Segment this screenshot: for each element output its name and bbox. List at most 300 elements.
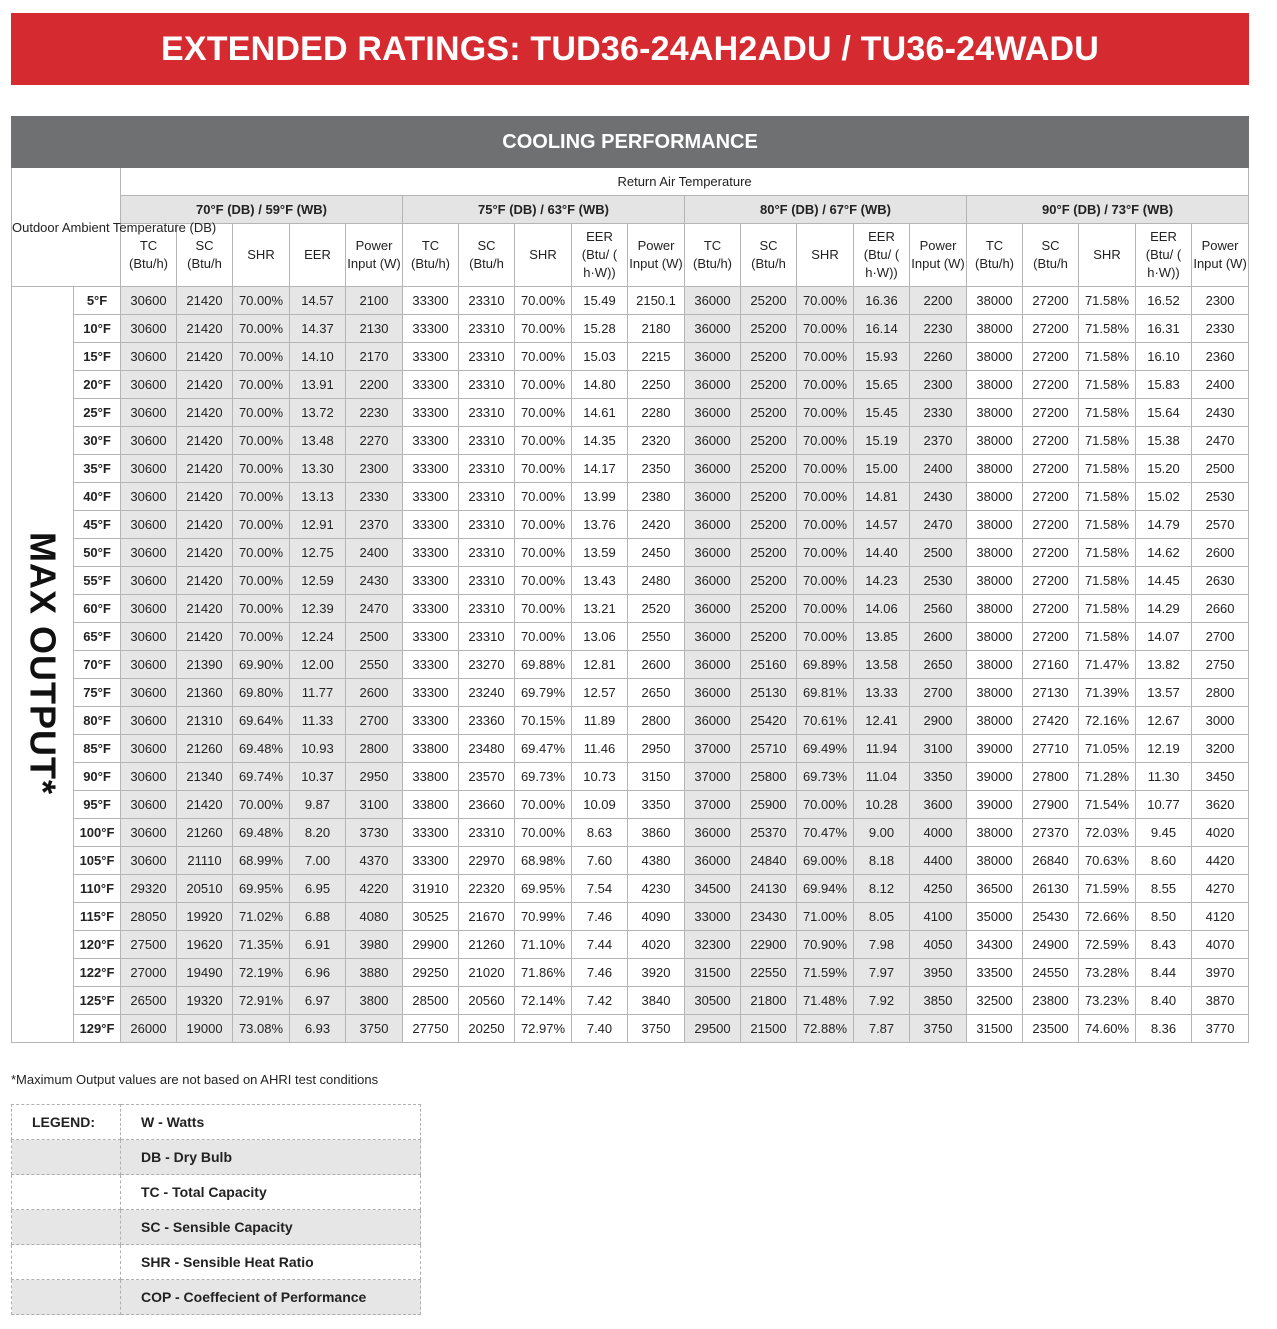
data-cell: 6.91: [290, 931, 346, 959]
metric-header-power: Power Input (W): [628, 224, 685, 287]
data-cell: 33300: [403, 427, 459, 455]
data-cell: 23310: [459, 483, 515, 511]
data-cell: 71.58%: [1079, 567, 1136, 595]
data-cell: 23660: [459, 791, 515, 819]
data-cell: 23310: [459, 371, 515, 399]
table-row: [12, 511, 1249, 539]
data-cell: 36000: [685, 847, 741, 875]
data-cell: 3950: [910, 959, 967, 987]
data-cell: 11.33: [290, 707, 346, 735]
data-cell: 70.63%: [1079, 847, 1136, 875]
data-cell: 27200: [1023, 315, 1079, 343]
data-cell: 22550: [741, 959, 797, 987]
data-cell: 8.44: [1136, 959, 1192, 987]
table-row: [12, 483, 1249, 511]
data-cell: 27200: [1023, 371, 1079, 399]
data-cell: 2600: [346, 679, 403, 707]
data-cell: 6.93: [290, 1015, 346, 1043]
data-cell: 23480: [459, 735, 515, 763]
data-cell: 70.00%: [515, 399, 572, 427]
data-cell: 2800: [346, 735, 403, 763]
data-cell: 11.30: [1136, 763, 1192, 791]
data-cell: 71.28%: [1079, 763, 1136, 791]
data-cell: 23360: [459, 707, 515, 735]
data-cell: 36000: [685, 819, 741, 847]
data-cell: 70.00%: [515, 819, 572, 847]
data-cell: 3750: [910, 1015, 967, 1043]
data-cell: 36000: [685, 287, 741, 315]
data-cell: 2250: [628, 371, 685, 399]
data-cell: 2470: [346, 595, 403, 623]
data-cell: 23310: [459, 343, 515, 371]
data-cell: 36000: [685, 455, 741, 483]
data-cell: 3970: [1192, 959, 1249, 987]
data-cell: 6.88: [290, 903, 346, 931]
data-cell: 23310: [459, 623, 515, 651]
data-cell: 38000: [967, 455, 1023, 483]
data-cell: 27200: [1023, 343, 1079, 371]
outdoor-temp-cell: 35°F: [74, 455, 121, 483]
data-cell: 7.54: [572, 875, 628, 903]
data-cell: 72.66%: [1079, 903, 1136, 931]
metric-header-eer: EER: [290, 224, 346, 287]
data-cell: 28050: [121, 903, 177, 931]
data-cell: 30600: [121, 455, 177, 483]
data-cell: 29500: [685, 1015, 741, 1043]
data-cell: 12.91: [290, 511, 346, 539]
data-cell: 33300: [403, 847, 459, 875]
data-cell: 38000: [967, 679, 1023, 707]
data-cell: 21420: [177, 343, 233, 371]
data-cell: 2400: [346, 539, 403, 567]
data-cell: 7.60: [572, 847, 628, 875]
data-cell: 21420: [177, 427, 233, 455]
outdoor-temp-cell: 5°F: [74, 287, 121, 315]
table-row: [12, 427, 1249, 455]
data-cell: 70.00%: [797, 791, 854, 819]
data-cell: 16.52: [1136, 287, 1192, 315]
data-cell: 15.93: [854, 343, 910, 371]
data-cell: 36000: [685, 595, 741, 623]
data-cell: 23270: [459, 651, 515, 679]
data-cell: 69.64%: [233, 707, 290, 735]
data-cell: 27130: [1023, 679, 1079, 707]
metric-header-tc: TC (Btu/h): [121, 224, 177, 287]
data-cell: 33300: [403, 343, 459, 371]
data-cell: 13.99: [572, 483, 628, 511]
data-cell: 70.00%: [515, 315, 572, 343]
data-cell: 33800: [403, 791, 459, 819]
data-cell: 30600: [121, 539, 177, 567]
data-cell: 69.89%: [797, 651, 854, 679]
data-cell: 14.29: [1136, 595, 1192, 623]
data-cell: 21500: [741, 1015, 797, 1043]
legend-spacer: [12, 1210, 121, 1245]
data-cell: 30600: [121, 847, 177, 875]
data-cell: 70.00%: [515, 343, 572, 371]
data-cell: 70.00%: [515, 511, 572, 539]
data-cell: 33300: [403, 707, 459, 735]
outdoor-temp-cell: 70°F: [74, 651, 121, 679]
table-row: [12, 735, 1249, 763]
data-cell: 69.95%: [515, 875, 572, 903]
data-cell: 7.40: [572, 1015, 628, 1043]
data-cell: 71.58%: [1079, 287, 1136, 315]
data-cell: 36000: [685, 343, 741, 371]
data-cell: 27200: [1023, 427, 1079, 455]
data-cell: 26500: [121, 987, 177, 1015]
data-cell: 23310: [459, 567, 515, 595]
data-cell: 34300: [967, 931, 1023, 959]
data-cell: 27370: [1023, 819, 1079, 847]
table-row: [12, 931, 1249, 959]
data-cell: 71.48%: [797, 987, 854, 1015]
data-cell: 2950: [346, 763, 403, 791]
data-cell: 37000: [685, 791, 741, 819]
data-cell: 31910: [403, 875, 459, 903]
data-cell: 27200: [1023, 511, 1079, 539]
outdoor-temp-cell: 110°F: [74, 875, 121, 903]
data-cell: 69.79%: [515, 679, 572, 707]
data-cell: 19620: [177, 931, 233, 959]
data-cell: 8.40: [1136, 987, 1192, 1015]
data-cell: 71.58%: [1079, 455, 1136, 483]
outdoor-temp-cell: 125°F: [74, 987, 121, 1015]
data-cell: 2300: [1192, 287, 1249, 315]
data-cell: 13.48: [290, 427, 346, 455]
data-cell: 8.12: [854, 875, 910, 903]
data-cell: 23310: [459, 511, 515, 539]
data-cell: 71.58%: [1079, 623, 1136, 651]
data-cell: 3620: [1192, 791, 1249, 819]
data-cell: 4220: [346, 875, 403, 903]
data-cell: 15.64: [1136, 399, 1192, 427]
data-cell: 2520: [628, 595, 685, 623]
page-title: EXTENDED RATINGS: TUD36-24AH2ADU / TU36-24WADU: [11, 13, 1249, 85]
data-cell: 3100: [346, 791, 403, 819]
data-cell: 15.45: [854, 399, 910, 427]
data-cell: 38000: [967, 399, 1023, 427]
data-cell: 71.58%: [1079, 315, 1136, 343]
data-cell: 4370: [346, 847, 403, 875]
data-cell: 2600: [628, 651, 685, 679]
data-cell: 25800: [741, 763, 797, 791]
data-cell: 4000: [910, 819, 967, 847]
data-cell: 30500: [685, 987, 741, 1015]
table-row: [12, 959, 1249, 987]
data-cell: 26130: [1023, 875, 1079, 903]
data-cell: 33300: [403, 679, 459, 707]
table-row: [12, 343, 1249, 371]
data-cell: 72.88%: [797, 1015, 854, 1043]
data-cell: 33300: [403, 455, 459, 483]
data-cell: 21310: [177, 707, 233, 735]
data-cell: 2230: [910, 315, 967, 343]
data-cell: 33800: [403, 735, 459, 763]
data-cell: 70.00%: [797, 511, 854, 539]
data-cell: 20560: [459, 987, 515, 1015]
data-cell: 28500: [403, 987, 459, 1015]
outdoor-temp-cell: 30°F: [74, 427, 121, 455]
data-cell: 7.42: [572, 987, 628, 1015]
data-cell: 72.16%: [1079, 707, 1136, 735]
metric-header-sc: SC (Btu/h: [1023, 224, 1079, 287]
data-cell: 33300: [403, 399, 459, 427]
data-cell: 16.36: [854, 287, 910, 315]
data-cell: 30600: [121, 595, 177, 623]
data-cell: 8.43: [1136, 931, 1192, 959]
data-cell: 2600: [1192, 539, 1249, 567]
data-cell: 2560: [910, 595, 967, 623]
data-cell: 13.06: [572, 623, 628, 651]
data-cell: 2600: [910, 623, 967, 651]
data-cell: 22970: [459, 847, 515, 875]
data-cell: 25130: [741, 679, 797, 707]
data-cell: 3150: [628, 763, 685, 791]
data-cell: 27800: [1023, 763, 1079, 791]
data-cell: 15.38: [1136, 427, 1192, 455]
data-cell: 70.00%: [233, 567, 290, 595]
data-cell: 3350: [910, 763, 967, 791]
data-cell: 68.99%: [233, 847, 290, 875]
data-cell: 2430: [346, 567, 403, 595]
outdoor-temp-cell: 85°F: [74, 735, 121, 763]
data-cell: 12.57: [572, 679, 628, 707]
data-cell: 2150.1: [628, 287, 685, 315]
data-cell: 3000: [1192, 707, 1249, 735]
data-cell: 4380: [628, 847, 685, 875]
data-cell: 70.00%: [233, 371, 290, 399]
data-cell: 71.35%: [233, 931, 290, 959]
data-cell: 14.23: [854, 567, 910, 595]
data-cell: 3770: [1192, 1015, 1249, 1043]
data-cell: 33800: [403, 763, 459, 791]
data-cell: 2630: [1192, 567, 1249, 595]
data-cell: 36000: [685, 623, 741, 651]
data-cell: 13.30: [290, 455, 346, 483]
data-cell: 10.28: [854, 791, 910, 819]
data-cell: 70.99%: [515, 903, 572, 931]
max-output-text: MAX OUTPUT*: [22, 531, 64, 795]
data-cell: 21340: [177, 763, 233, 791]
data-cell: 24840: [741, 847, 797, 875]
data-cell: 21420: [177, 511, 233, 539]
data-cell: 14.10: [290, 343, 346, 371]
data-cell: 74.60%: [1079, 1015, 1136, 1043]
data-cell: 13.43: [572, 567, 628, 595]
data-cell: 8.20: [290, 819, 346, 847]
data-cell: 26000: [121, 1015, 177, 1043]
metric-header-sc: SC (Btu/h: [177, 224, 233, 287]
data-cell: 21260: [177, 735, 233, 763]
data-cell: 69.80%: [233, 679, 290, 707]
data-cell: 70.00%: [233, 791, 290, 819]
data-cell: 71.58%: [1079, 511, 1136, 539]
data-cell: 2470: [1192, 427, 1249, 455]
table-row: [12, 847, 1249, 875]
data-cell: 8.63: [572, 819, 628, 847]
data-cell: 11.46: [572, 735, 628, 763]
data-cell: 70.00%: [515, 483, 572, 511]
data-cell: 13.33: [854, 679, 910, 707]
data-cell: 69.00%: [797, 847, 854, 875]
data-cell: 70.00%: [797, 371, 854, 399]
data-cell: 8.05: [854, 903, 910, 931]
data-cell: 71.59%: [797, 959, 854, 987]
data-cell: 70.90%: [797, 931, 854, 959]
data-cell: 36000: [685, 427, 741, 455]
data-cell: 38000: [967, 343, 1023, 371]
data-cell: 4020: [1192, 819, 1249, 847]
legend-label: LEGEND:: [12, 1105, 121, 1140]
data-cell: 72.97%: [515, 1015, 572, 1043]
data-cell: 3750: [346, 1015, 403, 1043]
data-cell: 2215: [628, 343, 685, 371]
data-cell: 15.02: [1136, 483, 1192, 511]
data-cell: 70.00%: [515, 287, 572, 315]
data-cell: 36000: [685, 539, 741, 567]
data-cell: 71.10%: [515, 931, 572, 959]
data-cell: 3100: [910, 735, 967, 763]
data-cell: 36000: [685, 707, 741, 735]
outdoor-temp-cell: 95°F: [74, 791, 121, 819]
data-cell: 3800: [346, 987, 403, 1015]
data-cell: 2230: [346, 399, 403, 427]
data-cell: 11.77: [290, 679, 346, 707]
data-cell: 70.00%: [515, 427, 572, 455]
data-cell: 21420: [177, 315, 233, 343]
data-cell: 23570: [459, 763, 515, 791]
data-cell: 38000: [967, 567, 1023, 595]
data-cell: 2300: [346, 455, 403, 483]
data-cell: 25200: [741, 455, 797, 483]
outdoor-temp-cell: 122°F: [74, 959, 121, 987]
data-cell: 23310: [459, 539, 515, 567]
data-cell: 6.95: [290, 875, 346, 903]
data-cell: 27200: [1023, 539, 1079, 567]
data-cell: 21420: [177, 455, 233, 483]
condition-header: 80°F (DB) / 67°F (WB): [685, 196, 967, 224]
table-row: [12, 875, 1249, 903]
data-cell: 35000: [967, 903, 1023, 931]
data-cell: 25200: [741, 427, 797, 455]
data-cell: 70.00%: [797, 287, 854, 315]
data-cell: 33300: [403, 623, 459, 651]
data-cell: 70.00%: [797, 427, 854, 455]
data-cell: 30600: [121, 343, 177, 371]
data-cell: 30600: [121, 399, 177, 427]
data-cell: 14.61: [572, 399, 628, 427]
data-cell: 15.65: [854, 371, 910, 399]
data-cell: 8.50: [1136, 903, 1192, 931]
data-cell: 37000: [685, 735, 741, 763]
data-cell: 3860: [628, 819, 685, 847]
data-cell: 13.76: [572, 511, 628, 539]
outdoor-temp-cell: 60°F: [74, 595, 121, 623]
data-cell: 2420: [628, 511, 685, 539]
data-cell: 25200: [741, 287, 797, 315]
data-cell: 27750: [403, 1015, 459, 1043]
data-cell: 71.05%: [1079, 735, 1136, 763]
data-cell: 71.58%: [1079, 343, 1136, 371]
metric-header-shr: SHR: [1079, 224, 1136, 287]
outdoor-temp-cell: 20°F: [74, 371, 121, 399]
data-cell: 26840: [1023, 847, 1079, 875]
data-cell: 70.00%: [797, 595, 854, 623]
metric-header-power: Power Input (W): [910, 224, 967, 287]
metric-header-eer: EER (Btu/ ( h·W)): [1136, 224, 1192, 287]
legend-table: [11, 1104, 421, 1315]
data-cell: 2700: [1192, 623, 1249, 651]
data-cell: 3980: [346, 931, 403, 959]
data-cell: 2950: [628, 735, 685, 763]
outdoor-temp-cell: 65°F: [74, 623, 121, 651]
data-cell: 10.93: [290, 735, 346, 763]
data-cell: 23310: [459, 455, 515, 483]
data-cell: 70.00%: [515, 539, 572, 567]
data-cell: 14.07: [1136, 623, 1192, 651]
footnote: *Maximum Output values are not based on AHRI test conditions: [11, 1072, 379, 1087]
data-cell: 2300: [910, 371, 967, 399]
data-cell: 36000: [685, 399, 741, 427]
data-cell: 36000: [685, 679, 741, 707]
data-cell: 25200: [741, 623, 797, 651]
data-cell: 2260: [910, 343, 967, 371]
data-cell: 27710: [1023, 735, 1079, 763]
data-cell: 2180: [628, 315, 685, 343]
data-cell: 71.00%: [797, 903, 854, 931]
data-cell: 10.73: [572, 763, 628, 791]
data-cell: 3750: [628, 1015, 685, 1043]
outdoor-temp-cell: 105°F: [74, 847, 121, 875]
data-cell: 4420: [1192, 847, 1249, 875]
data-cell: 38000: [967, 595, 1023, 623]
data-cell: 12.39: [290, 595, 346, 623]
data-cell: 36000: [685, 651, 741, 679]
data-cell: 4120: [1192, 903, 1249, 931]
table-row: [12, 987, 1249, 1015]
data-cell: 4050: [910, 931, 967, 959]
outdoor-temp-cell: 40°F: [74, 483, 121, 511]
table-row: [12, 1015, 1249, 1043]
data-cell: 12.59: [290, 567, 346, 595]
data-cell: 12.24: [290, 623, 346, 651]
data-cell: 4080: [346, 903, 403, 931]
data-cell: 24130: [741, 875, 797, 903]
data-cell: 23800: [1023, 987, 1079, 1015]
table-row: [12, 595, 1249, 623]
data-cell: 32500: [967, 987, 1023, 1015]
data-cell: 19000: [177, 1015, 233, 1043]
data-cell: 70.00%: [797, 343, 854, 371]
data-cell: 30600: [121, 427, 177, 455]
data-cell: 2320: [628, 427, 685, 455]
data-cell: 70.00%: [515, 791, 572, 819]
data-cell: 69.47%: [515, 735, 572, 763]
metric-header-sc: SC (Btu/h: [741, 224, 797, 287]
data-cell: 23310: [459, 287, 515, 315]
metric-header-power: Power Input (W): [1192, 224, 1249, 287]
data-cell: 38000: [967, 287, 1023, 315]
data-cell: 70.00%: [515, 567, 572, 595]
data-cell: 2330: [346, 483, 403, 511]
data-cell: 71.47%: [1079, 651, 1136, 679]
data-cell: 72.59%: [1079, 931, 1136, 959]
data-cell: 29250: [403, 959, 459, 987]
data-cell: 38000: [967, 539, 1023, 567]
data-cell: 23430: [741, 903, 797, 931]
data-cell: 33300: [403, 511, 459, 539]
